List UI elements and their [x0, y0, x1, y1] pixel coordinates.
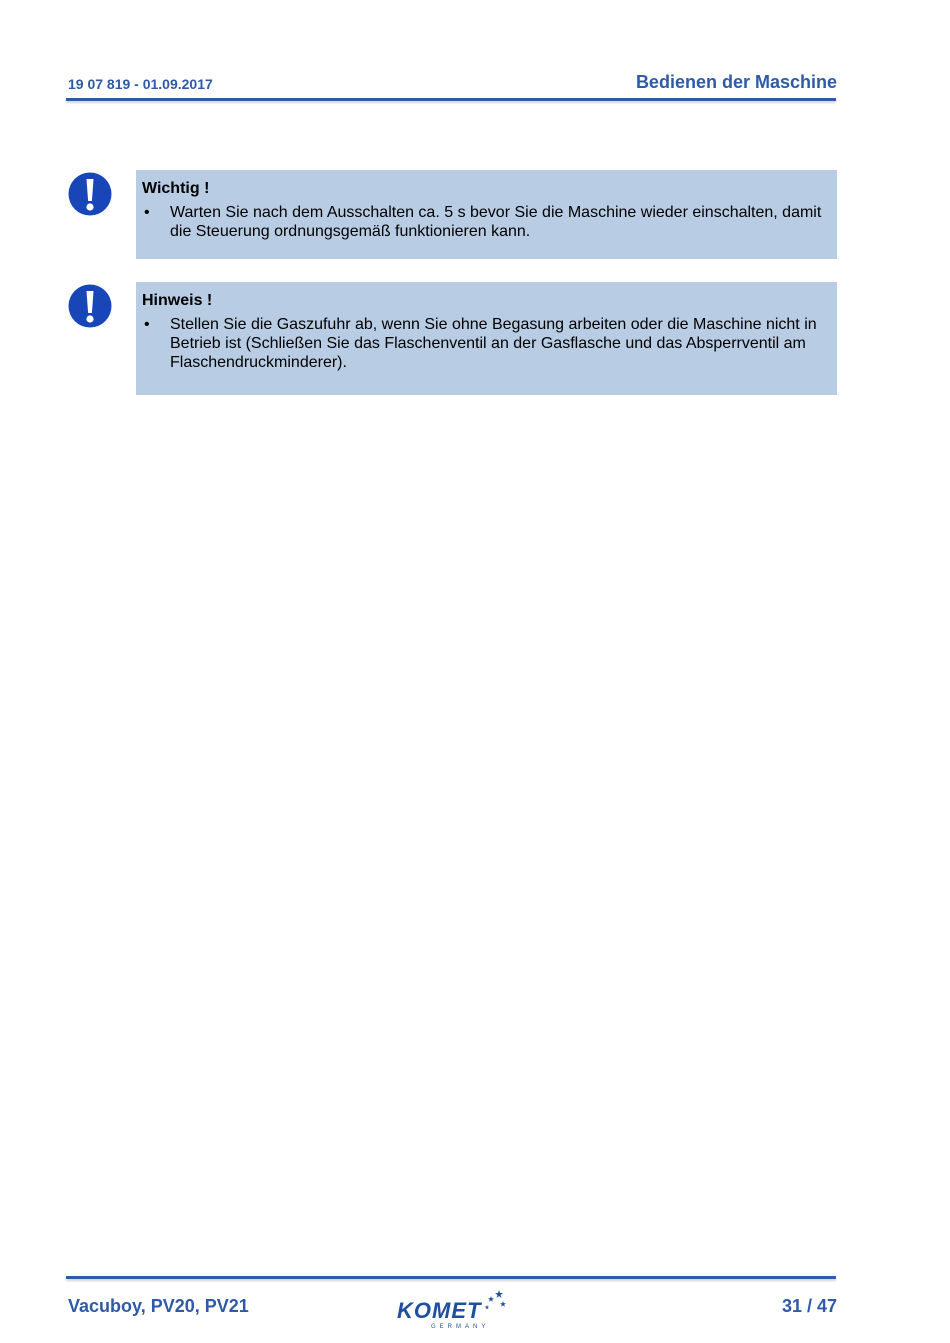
stars-icon: [481, 1288, 511, 1318]
notice-text: Stellen Sie die Gaszufuhr ab, wenn Sie ohne Begasung arbeiten oder die Maschine nicht in Betrieb ist (Schließen Sie das Flaschenventil an der Gasflasche und das Absperrventil am Flaschendruckminderer).: [170, 316, 817, 371]
notice-text: Warten Sie nach dem Ausschalten ca. 5 s bevor Sie die Maschine wieder einschalten, damit die Steuerung ordnungsgemäß funktionieren kann.: [170, 204, 822, 240]
product-name: Vacuboy, PV20, PV21: [68, 1296, 249, 1316]
bullet: •: [144, 204, 150, 221]
mandatory-exclamation-icon: [66, 170, 114, 218]
komet-logo: [395, 1288, 515, 1334]
notice-box: [136, 170, 837, 259]
bullet: •: [144, 316, 150, 333]
section-title: Bedienen der Maschine: [635, 72, 837, 92]
footer-divider: [66, 1276, 836, 1279]
notice-title: Wichtig !: [142, 180, 210, 197]
page-number: 31 / 47: [781, 1296, 837, 1316]
logo-wordmark: KOMET: [397, 1298, 482, 1323]
logo-subtitle: GERMANY: [431, 1324, 490, 1330]
header-divider: [66, 98, 836, 101]
document-id: 19 07 819 - 01.09.2017: [68, 76, 213, 92]
notice-box: [136, 282, 837, 395]
notice-list-item: [142, 315, 823, 372]
mandatory-exclamation-icon: [66, 282, 114, 330]
notice-title: Hinweis !: [142, 292, 213, 309]
notice-list-item: [142, 203, 823, 241]
